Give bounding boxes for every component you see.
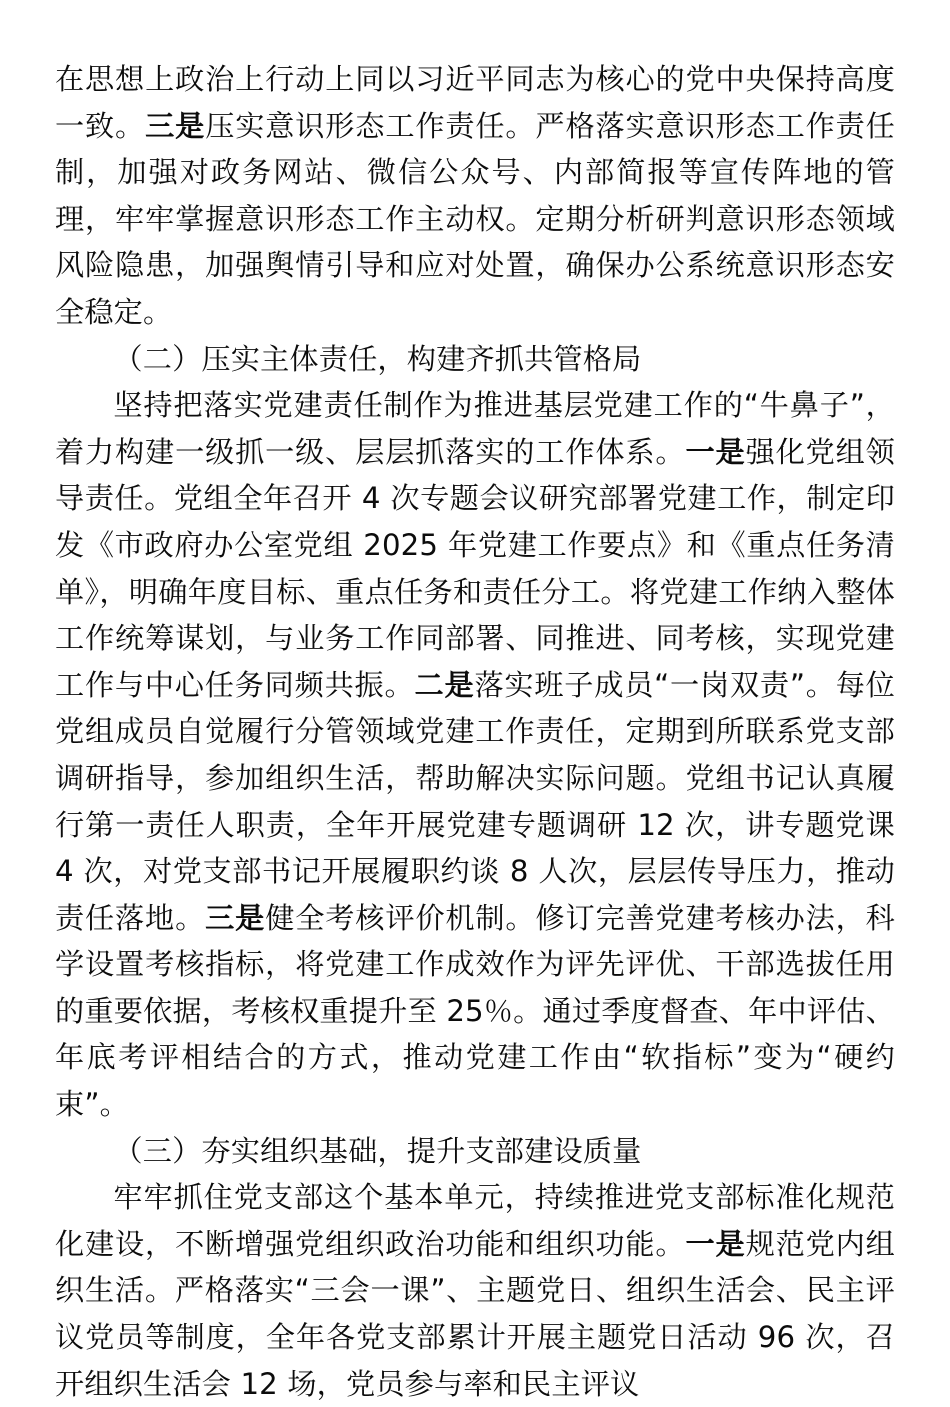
text-run: 落实班子成员“一岗双责”。每位党组成员自觉履行分管领域党建工作责任，定期到所联系党支部调研指导，参加组织生活，帮助解决实际问题。党组书记认真履行第一责任人职责，全年开展党建专题调研 12 次，讲专题党课 4 次，对党支部书记开展履职约谈 8 人次，层层传导压力，推动责任落地。 [55, 667, 895, 935]
text-run: 在思想上政治上行动上同以习近平同志为核心的党中央保持高度一致。 [55, 62, 895, 143]
text-run: 坚持把落实党建责任制作为推进基层党建工作的“牛鼻子”，着力构建一级抓一级、层层抓落实的工作体系。 [55, 388, 895, 469]
text-run: 牢牢抓住党支部这个基本单元，持续推进党支部标准化规范化建设，不断增强党组织政治功能和组织功能。 [55, 1180, 895, 1261]
document-body [55, 56, 895, 1407]
section-heading-three [55, 1128, 895, 1175]
text-run: 强化党组领导责任。党组全年召开 4 次专题会议研究部署党建工作，制定印发《市政府办公室党组 2025 年党建工作要点》和《重点任务清单》，明确年度目标、重点任务和责任分工。将党建工作纳入整体工作统筹谋划，与业务工作同部署、同推进、同考核，实现党建工作与中心任务同频共振。 [55, 434, 895, 702]
text-run: 规范党内组织生活。严格落实“三会一课”、主题党日、组织生活会、民主评议党员等制度，全年各党支部累计开展主题党日活动 96 次，召开组织生活会 12 场，党员参与率和民主评议 [55, 1226, 895, 1401]
paragraph-branch-building [55, 1174, 895, 1407]
text-run: 健全考核评价机制。修订完善党建考核办法，科学设置考核指标，将党建工作成效作为评先评优、干部选拔任用的重要依据，考核权重提升至 25％。通过季度督查、年中评估、年底考评相结合的方式，推动党建工作由“软指标”变为“硬约束”。 [55, 900, 895, 1122]
heading-text: （三）夯实组织基础，提升支部建设质量 [113, 1133, 642, 1168]
heading-text: （二）压实主体责任，构建齐抓共管格局 [113, 341, 642, 376]
paragraph-main-responsibility [55, 382, 895, 1128]
text-run-bold-yi-shi: 一是 [685, 1226, 746, 1261]
text-run-bold-san-shi: 三是 [145, 108, 206, 143]
section-heading-two [55, 336, 895, 383]
text-run-bold-er-shi: 二是 [414, 667, 475, 702]
text-run-bold-san-shi: 三是 [205, 900, 266, 935]
text-run: 压实意识形态工作责任。严格落实意识形态工作责任制，加强对政务网站、微信公众号、内部简报等宣传阵地的管理，牢牢掌握意识形态工作主动权。定期分析研判意识形态领域风险隐患，加强舆情引导和应对处置，确保办公系统意识形态安全稳定。 [55, 108, 895, 329]
paragraph-ideology-continuation [55, 56, 895, 336]
text-run-bold-yi-shi: 一是 [685, 434, 746, 469]
